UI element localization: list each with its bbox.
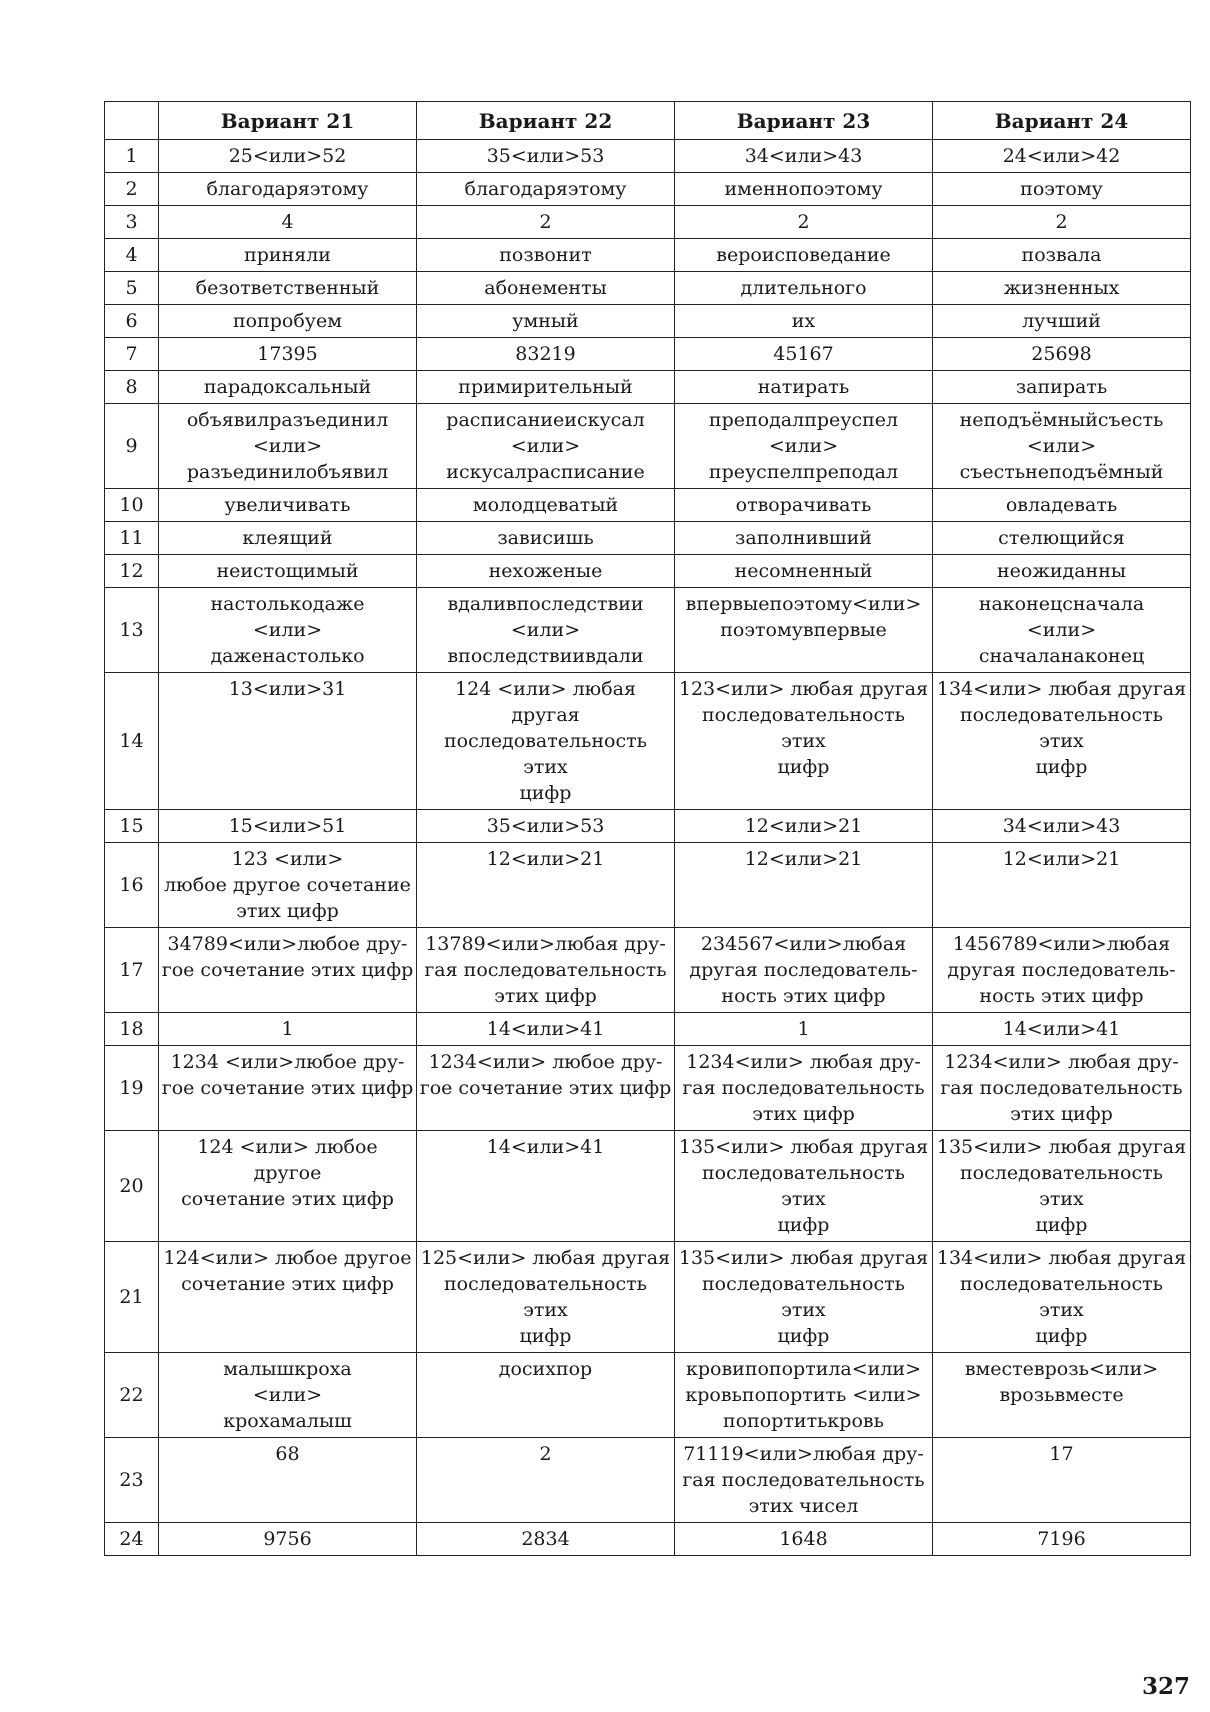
table-row [105, 173, 1191, 206]
answer-cell: жизненных [933, 272, 1191, 305]
answer-cell: 134<или> любая другая последовательность этих цифр [933, 1242, 1191, 1353]
answer-cell: умный [417, 305, 675, 338]
table-row [105, 1438, 1191, 1523]
answer-cell: 125<или> любая другая последовательность этих цифр [417, 1242, 675, 1353]
variant-header: Вариант 23 [675, 102, 933, 140]
answer-cell: малышкроха <или> крохамалыш [159, 1353, 417, 1438]
answer-cell: позвонит [417, 239, 675, 272]
answer-cell: 7196 [933, 1523, 1191, 1556]
answer-cell: клеящий [159, 522, 417, 555]
answer-cell: стелющийся [933, 522, 1191, 555]
answer-cell: досихпор [417, 1353, 675, 1438]
table-row [105, 673, 1191, 810]
answer-cell: 14<или>41 [933, 1013, 1191, 1046]
table-row [105, 489, 1191, 522]
answer-cell: нехоженые [417, 555, 675, 588]
question-number: 12 [105, 555, 159, 588]
question-number: 4 [105, 239, 159, 272]
corner-cell [105, 102, 159, 140]
answer-cell: 14<или>41 [417, 1013, 675, 1046]
answer-cell: 234567<или>любая другая последователь- ность этих цифр [675, 928, 933, 1013]
question-number: 21 [105, 1242, 159, 1353]
table-row [105, 1131, 1191, 1242]
answer-cell: преподалпреуспел <или> преуспелпреподал [675, 404, 933, 489]
question-number: 13 [105, 588, 159, 673]
question-number: 24 [105, 1523, 159, 1556]
table-row [105, 1353, 1191, 1438]
answer-cell: 25<или>52 [159, 140, 417, 173]
question-number: 17 [105, 928, 159, 1013]
answer-cell: увеличивать [159, 489, 417, 522]
answer-cell: попробуем [159, 305, 417, 338]
answer-cell: 1456789<или>любая другая последователь- ность этих цифр [933, 928, 1191, 1013]
answer-cell: безответственный [159, 272, 417, 305]
answer-cell: 68 [159, 1438, 417, 1523]
answer-cell: 35<или>53 [417, 140, 675, 173]
answer-cell: 2 [675, 206, 933, 239]
question-number: 23 [105, 1438, 159, 1523]
question-number: 3 [105, 206, 159, 239]
answer-cell: натирать [675, 371, 933, 404]
answer-cell: 15<или>51 [159, 810, 417, 843]
question-number: 9 [105, 404, 159, 489]
answer-cell: 1234<или> любое дру- гое сочетание этих цифр [417, 1046, 675, 1131]
answer-cell: зависишь [417, 522, 675, 555]
answer-cell: поэтому [933, 173, 1191, 206]
question-number: 10 [105, 489, 159, 522]
question-number: 19 [105, 1046, 159, 1131]
table-row [105, 1523, 1191, 1556]
answer-cell: 12<или>21 [933, 843, 1191, 928]
answer-cell: благодаряэтому [159, 173, 417, 206]
table-row [105, 272, 1191, 305]
answer-cell: впервыепоэтому<или> поэтомувпервые [675, 588, 933, 673]
answer-cell: 124<или> любое другое сочетание этих цифр [159, 1242, 417, 1353]
answer-cell: 12<или>21 [675, 843, 933, 928]
answer-cell: вероисповедание [675, 239, 933, 272]
answer-cell: 25698 [933, 338, 1191, 371]
answer-cell: 12<или>21 [675, 810, 933, 843]
answer-cell: 13<или>31 [159, 673, 417, 810]
variant-header: Вариант 21 [159, 102, 417, 140]
answer-cell: 1234 <или>любое дру- гое сочетание этих цифр [159, 1046, 417, 1131]
answer-cell: расписаниеискусал <или> искусалрасписание [417, 404, 675, 489]
answer-cell: 135<или> любая другая последовательность этих цифр [675, 1131, 933, 1242]
answer-cell: абонементы [417, 272, 675, 305]
answer-cell: 124 <или> любое другое сочетание этих цифр [159, 1131, 417, 1242]
question-number: 7 [105, 338, 159, 371]
table-row [105, 239, 1191, 272]
question-number: 15 [105, 810, 159, 843]
question-number: 22 [105, 1353, 159, 1438]
answer-cell: 24<или>42 [933, 140, 1191, 173]
answer-cell: 34789<или>любое дру- гое сочетание этих цифр [159, 928, 417, 1013]
answer-cell: 134<или> любая другая последовательность этих цифр [933, 673, 1191, 810]
table-row [105, 843, 1191, 928]
table-row [105, 1046, 1191, 1131]
answer-cell: 34<или>43 [933, 810, 1191, 843]
question-number: 6 [105, 305, 159, 338]
answer-cell: 1234<или> любая дру- гая последовательность этих цифр [675, 1046, 933, 1131]
table-row [105, 928, 1191, 1013]
answer-cell: 2 [417, 206, 675, 239]
table-row [105, 338, 1191, 371]
answer-cell: 13789<или>любая дру- гая последовательность этих цифр [417, 928, 675, 1013]
variant-header: Вариант 22 [417, 102, 675, 140]
question-number: 1 [105, 140, 159, 173]
table-row [105, 810, 1191, 843]
table-row [105, 1242, 1191, 1353]
table-row [105, 555, 1191, 588]
answer-cell: 9756 [159, 1523, 417, 1556]
answer-cell: наконецсначала <или> сначаланаконец [933, 588, 1191, 673]
question-number: 20 [105, 1131, 159, 1242]
answer-cell: 12<или>21 [417, 843, 675, 928]
table-row [105, 588, 1191, 673]
question-number: 18 [105, 1013, 159, 1046]
answer-cell: 45167 [675, 338, 933, 371]
answer-cell: их [675, 305, 933, 338]
page-number: 327 [1141, 1673, 1190, 1700]
answer-cell: 135<или> любая другая последовательность этих цифр [675, 1242, 933, 1353]
answer-cell: вдаливпоследствии <или> впоследствиивдали [417, 588, 675, 673]
table-row [105, 522, 1191, 555]
answer-cell: приняли [159, 239, 417, 272]
answer-cell: 123<или> любая другая последовательность этих цифр [675, 673, 933, 810]
answer-cell: 14<или>41 [417, 1131, 675, 1242]
question-number: 16 [105, 843, 159, 928]
answer-cell: 1234<или> любая дру- гая последовательность этих цифр [933, 1046, 1191, 1131]
answer-cell: кровипопортила<или> кровьпопортить <или> попортитькровь [675, 1353, 933, 1438]
answer-cell: 71119<или>любая дру- гая последовательность этих чисел [675, 1438, 933, 1523]
answer-cell: 124 <или> любая другая последовательность этих цифр [417, 673, 675, 810]
question-number: 11 [105, 522, 159, 555]
answer-cell: длительного [675, 272, 933, 305]
answer-cell: 17395 [159, 338, 417, 371]
answer-cell: 83219 [417, 338, 675, 371]
answer-cell: овладевать [933, 489, 1191, 522]
answer-cell: несомненный [675, 555, 933, 588]
answer-cell: именнопоэтому [675, 173, 933, 206]
table-header-row [105, 102, 1191, 140]
table-row [105, 140, 1191, 173]
question-number: 14 [105, 673, 159, 810]
answer-cell: вместеврозь<или> врозьвместе [933, 1353, 1191, 1438]
answer-cell: запирать [933, 371, 1191, 404]
answer-cell: позвала [933, 239, 1191, 272]
answer-cell: молодцеватый [417, 489, 675, 522]
table-row [105, 305, 1191, 338]
answer-cell: 17 [933, 1438, 1191, 1523]
table-body [105, 140, 1191, 1556]
answer-page [104, 101, 1190, 1556]
answer-cell: 123 <или> любое другое сочетание этих цифр [159, 843, 417, 928]
answer-cell: 1648 [675, 1523, 933, 1556]
answer-cell: лучший [933, 305, 1191, 338]
question-number: 5 [105, 272, 159, 305]
answer-cell: 135<или> любая другая последовательность этих цифр [933, 1131, 1191, 1242]
answer-cell: неистощимый [159, 555, 417, 588]
answer-cell: 34<или>43 [675, 140, 933, 173]
answer-cell: настолькодаже <или> даженастолько [159, 588, 417, 673]
question-number: 8 [105, 371, 159, 404]
question-number: 2 [105, 173, 159, 206]
answer-cell: 4 [159, 206, 417, 239]
answer-cell: 2 [933, 206, 1191, 239]
table-row [105, 371, 1191, 404]
answer-cell: парадоксальный [159, 371, 417, 404]
answer-cell: объявилразъединил <или> разъединилобъявил [159, 404, 417, 489]
answer-cell: 1 [159, 1013, 417, 1046]
table-row [105, 404, 1191, 489]
answer-cell: отворачивать [675, 489, 933, 522]
answer-cell: примирительный [417, 371, 675, 404]
table-row [105, 206, 1191, 239]
answer-cell: благодаряэтому [417, 173, 675, 206]
table-row [105, 1013, 1191, 1046]
variant-header: Вариант 24 [933, 102, 1191, 140]
answer-cell: 35<или>53 [417, 810, 675, 843]
answer-cell: неподъёмныйсъесть <или> съестьнеподъёмный [933, 404, 1191, 489]
answers-table [104, 101, 1191, 1556]
answer-cell: 2 [417, 1438, 675, 1523]
answer-cell: 1 [675, 1013, 933, 1046]
answer-cell: заполнивший [675, 522, 933, 555]
answer-cell: неожиданны [933, 555, 1191, 588]
answer-cell: 2834 [417, 1523, 675, 1556]
